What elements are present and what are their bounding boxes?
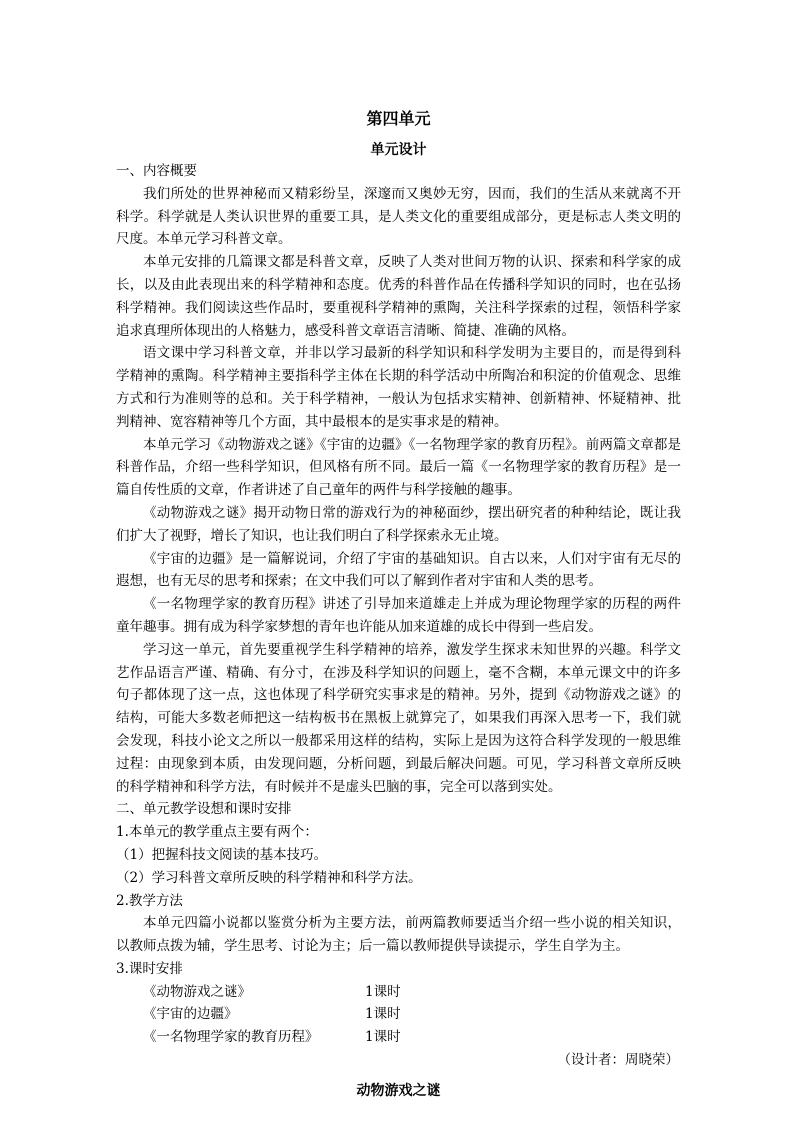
unit-title: 第四单元 <box>366 109 431 128</box>
overview-paragraph: 本单元学习《动物游戏之谜》《宇宙的边疆》《一名物理学家的教育历程》。前两篇文章都是科普作品，介绍一些科学知识，但风格有所不同。最后一篇《一名物理学家的教育历程》是一篇自传性质的文章，作者讲述了自己童年的两件与科学接触的趣事。 <box>116 436 681 499</box>
method-paragraph: 本单元四篇小说都以鉴赏分析为主要方法，前两篇教师要适当介绍一些小说的相关知识，以教师点拨为辅，学生思考、讨论为主；后一篇以教师提供导读提示，学生自学为主。 <box>116 915 681 955</box>
schedule-hours: 1课时 <box>365 1029 401 1046</box>
focus-item: （1）把握科技文阅读的基本技巧。 <box>116 846 328 863</box>
method-heading: 2.教学方法 <box>116 892 183 909</box>
overview-heading: 一、内容概要 <box>116 163 197 179</box>
design-heading: 二、单元教学设想和课时安排 <box>116 801 292 818</box>
schedule-lesson: 《宇宙的边疆》 <box>143 1006 238 1023</box>
focus-heading: 1.本单元的教学重点主要有两个： <box>116 824 318 841</box>
schedule-row <box>116 1003 681 1026</box>
schedule-heading: 3.课时安排 <box>116 960 183 977</box>
overview-paragraph: 我们所处的世界神秘而又精彩纷呈，深邃而又奥妙无穷，因而，我们的生活从来就离不开科学。科学就是人类认识世界的重要工具，是人类文化的重要组成部分，更是标志人类文明的尺度。本单元学习科普文章。 <box>116 185 681 248</box>
overview-paragraph: 《一名物理学家的教育历程》讲述了引导加来道雄走上并成为理论物理学家的历程的两件童年趣事。拥有成为科学家梦想的青年也许能从加来道雄的成长中得到一些启发。 <box>116 596 681 635</box>
document-page <box>116 108 681 1103</box>
next-lesson-title: 动物游戏之谜 <box>356 1082 441 1099</box>
schedule-lesson: 《动物游戏之谜》 <box>143 983 251 1000</box>
overview-paragraph: 《宇宙的边疆》是一篇解说词，介绍了宇宙的基础知识。自古以来，人们对宇宙有无尽的遐想，也有无尽的思考和探索；在文中我们可以了解到作者对宇宙和人类的思考。 <box>116 550 681 590</box>
schedule-hours: 1课时 <box>365 983 401 1000</box>
overview-paragraph: 本单元安排的几篇课文都是科普文章，反映了人类对世间万物的认识、探索和科学家的成长，以及由此表现出来的科学精神和态度。优秀的科普作品在传播科学知识的同时，也在弘扬科学精神。我们阅读这些作品时，要重视科学精神的熏陶，关注科学探索的过程，领悟科学家追求真理所体现出的人格魅力，感受科普文章语言清晰、简捷、准确的风格。 <box>116 254 681 339</box>
schedule-lesson: 《一名物理学家的教育历程》 <box>143 1029 319 1046</box>
schedule-hours: 1课时 <box>365 1006 401 1023</box>
overview-paragraph: 学习这一单元，首先要重视学生科学精神的培养，激发学生探求未知世界的兴趣。科学文艺作品语言严谨、精确、有分寸，在涉及科学知识的问题上，毫不含糊，本单元课文中的许多句子都体现了这一点，这也体现了科学研究实事求是的精神。另外，提到《动物游戏之谜》的结构，可能大多数老师把这一结构板书在黑板上就算完了，如果我们再深入思考一下，我们就会发现，科技小论文之所以一般都采用这样的结构，实际上是因为这符合科学发现的一般思维过程：由现象到本质，由发现问题，分析问题，到最后解决问题。可见，学习科普文章所反映的科学精神和科学方法，有时候并不是虚头巴脑的事，完全可以落到实处。 <box>116 641 681 795</box>
schedule-row <box>116 1026 681 1049</box>
unit-subtitle: 单元设计 <box>370 142 427 158</box>
overview-paragraph: 语文课中学习科普文章，并非以学习最新的科学知识和科学发明为主要目的，而是得到科学精神的熏陶。科学精神主要指科学主体在长期的科学活动中所陶冶和积淀的价值观念、思维方式和行为准则等的总和。关于科学精神，一般认为包括求实精神、创新精神、怀疑精神、批判精神、宽容精神等几个方面，其中最根本的是实事求是的精神。 <box>116 345 681 430</box>
designer-credit: （设计者：周晓荣） <box>557 1052 679 1069</box>
overview-paragraph: 《动物游戏之谜》揭开动物日常的游戏行为的神秘面纱，摆出研究者的种种结论，既让我们扩大了视野，增长了知识，也让我们明白了科学探索永无止境。 <box>116 504 681 544</box>
focus-item: （2）学习科普文章所反映的科学精神和科学方法。 <box>116 869 422 886</box>
schedule-row <box>116 981 681 1004</box>
